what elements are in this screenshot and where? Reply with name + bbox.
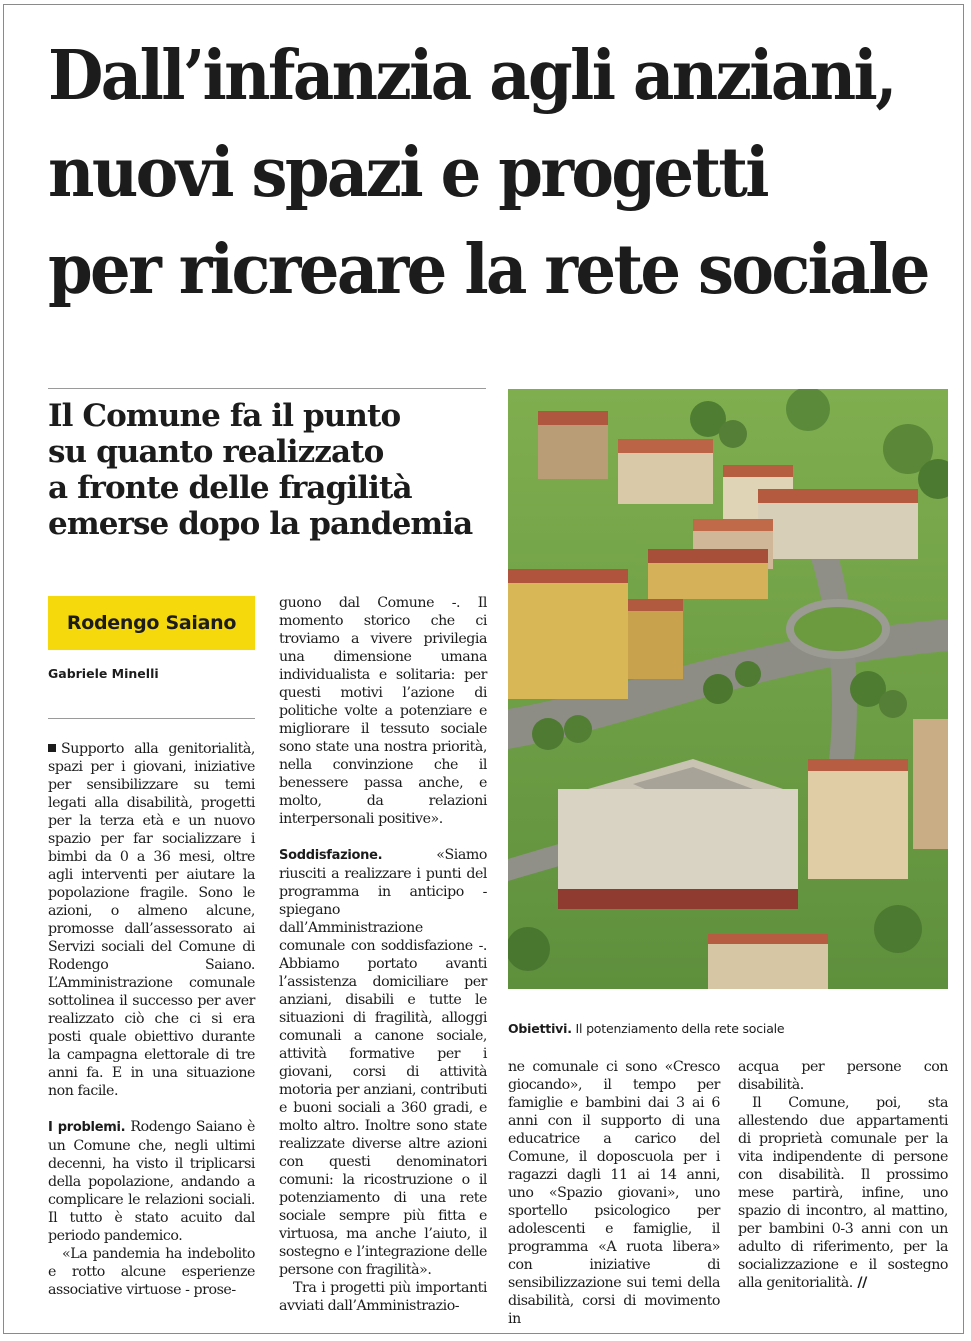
headline-line-2: nuovi spazi e progetti — [48, 133, 767, 213]
subheadline-line-1: Il Comune fa il punto — [48, 398, 401, 434]
aerial-town-photo — [508, 389, 948, 989]
end-mark: // — [852, 1275, 867, 1291]
paragraph: «La pandemia ha indebolito e rotto alcune esperienze associative virtuose - prose- — [48, 1246, 255, 1298]
headline — [48, 28, 958, 319]
paragraph — [279, 846, 487, 1279]
subheadline-line-2: su quanto realizzato — [48, 434, 384, 470]
author-byline: Gabriele Minelli — [48, 666, 159, 681]
paragraph-text: Il Comune, poi, sta allestendo due appartamenti di proprietà comunale per la vita indipendente di persone con disabilità. Il prossimo mese partirà, infine, uno spazio di incontro, al mattino, per bambini 0-3 anni con un adulto di riferimento, per la socializzazione e il sostegno alla genitorialità. — [738, 1095, 948, 1291]
paragraph — [48, 1118, 255, 1245]
paragraph-text: Supporto alla genitorialità, spazi per i giovani, iniziative per sensibilizzare su temi legati alla disabilità, progetti per la terza età e un nuovo spazio per far socializzare i bimbi da 0 a 36 mesi, oltre agli interventi per aiutare la popolazione fragile. Sono le azioni, o almeno alcune, promosse dall’assessorato ai Servizi sociali del Comune di Rodengo Saiano. L’Amministrazione comunale sottolinea il successo per aver realizzato ciò che ci si era posti quale obiettivo durante la campagna elettorale di tre anni fa. E in una situazione non facile. — [48, 741, 255, 1099]
body-column-1 — [48, 740, 255, 1299]
subheadline-line-3: a fronte delle fragilità — [48, 470, 412, 506]
aerial-photo-illustration — [508, 389, 948, 989]
paragraph-text: «Siamo riusciti a realizzare i punti del programma in anticipo - spiegano dall’Amministrazione comunale con soddisfazione -. Abbiamo portato avanti l’assistenza domiciliare per anziani, disabili e tutte le situazioni di fragilità, alloggi comunali a canone sociale, attività formative per i giovani, corsi di attività motoria per anziani, contributi e buoni sociali a 360 gradi, e molto altro. Inoltre sono state realizzate diverse altre azioni con questi denominatori comuni: la ricostruzione o il potenziamento di una rete sociale sempre più fitta e virtuosa, ma anche l’aiuto, il sostegno e l’integrazione delle persone con fragilità». — [279, 847, 487, 1278]
square-bullet-icon — [48, 744, 56, 752]
body-column-2 — [279, 594, 487, 1315]
caption-lead: Obiettivi. — [508, 1021, 572, 1036]
headline-line-3: per ricreare la rete sociale — [48, 230, 928, 310]
divider — [48, 718, 255, 719]
paragraph — [48, 740, 255, 1100]
caption-text: Il potenziamento della rete sociale — [571, 1021, 785, 1036]
paragraph: Tra i progetti più importanti avviati dall’Amministrazio- — [279, 1280, 487, 1314]
divider — [48, 388, 486, 389]
headline-line-1: Dall’infanzia agli anziani, — [48, 36, 895, 116]
photo-caption — [508, 1021, 948, 1036]
paragraph: guono dal Comune -. Il momento storico che ci troviamo a vivere privilegia una dimensione umana individualista e solitaria: per questi motivi l’azione di politiche volte a potenziare e migliorare il tessuto sociale sono state una nostra priorità, nella convinzione che il benessere passa anche, e molto, da relazioni interpersonali positive». — [279, 595, 487, 827]
subheadline — [48, 398, 488, 542]
paragraph: acqua per persone con disabilità. — [738, 1059, 948, 1093]
paragraph-text: Rodengo Saiano è un Comune che, negli ultimi decenni, ha visto il triplicarsi della popolazione, andando a complicare le relazioni sociali. Il tutto è stato acuito dal periodo pandemico. — [48, 1119, 256, 1244]
paragraph-lead: I problemi. — [48, 1120, 126, 1135]
paragraph: ne comunale ci sono «Cresco giocando», il tempo per famiglie e bambini dai 3 ai 6 anni con il supporto di una educatrice a carico del Comune, il doposcuola per i ragazzi dagli 11 ai 14 anni, uno «Spazio giovani», uno sportello psicologico per adolescenti e famiglie, il programma «A ruota libera» con iniziative di sensibilizzazione sui temi della disabilità, corsi di movimento in — [508, 1059, 720, 1327]
body-column-3 — [508, 1058, 720, 1328]
paragraph — [738, 1094, 948, 1292]
paragraph-lead: Soddisfazione. — [279, 848, 383, 863]
subheadline-line-4: emerse dopo la pandemia — [48, 506, 473, 542]
body-column-4 — [738, 1058, 948, 1292]
place-tag: Rodengo Saiano — [48, 596, 255, 650]
